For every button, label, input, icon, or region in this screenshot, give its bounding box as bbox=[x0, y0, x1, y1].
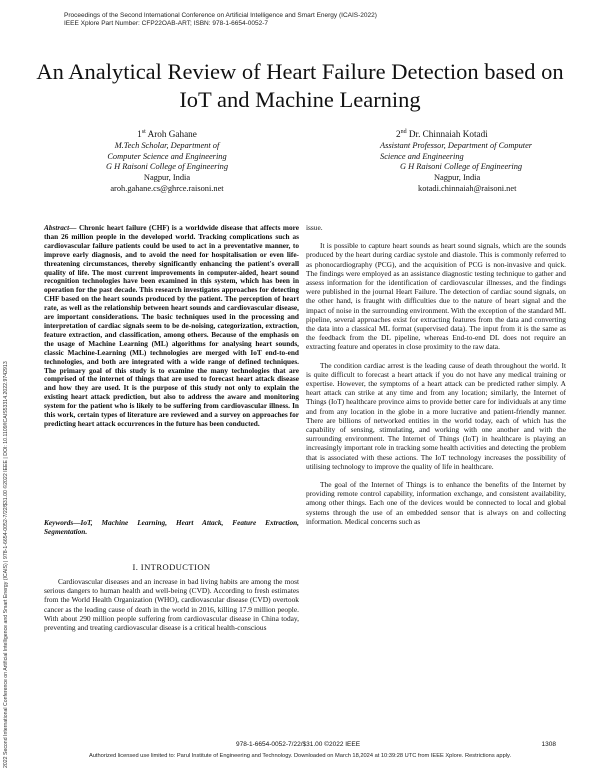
author-1-email: aroh.gahane.cs@ghrce.raisoni.net bbox=[110, 184, 224, 194]
author-1-organization: G H Raisoni College of Engineering bbox=[105, 162, 229, 172]
intro-paragraph-1: Cardiovascular diseases and an increase in bad living habits are among the most serious dangers to human health and well-being (CVD). According to fresh estimates from the World Health Organization (WHO), cardiovascular disease (CVD) overtook cancer as the leading cause of death in the world in 2016, killing 17.9 million people. With about 290 million people suffering from cardiovascular disease in China today, preventing and treating cardiovascular disease is a critical health-conscious bbox=[44, 577, 299, 633]
right-paragraph-1: It is possible to capture heart sounds as heart sound signals, which are the sounds produced by the heart during cardiac systole and diastole. This is commonly referred to as phonocardiography (PCG), and the acquisition of PCG is non-invasive and quick. The findings were employed as an assistance diagnostic testing technique to gather and assess information for the identification of cardiovascular illnesses, and the findings were published in the journal Heart Failure. The detection of cardiac sound signals, on the other hand, is fraught with difficulties due to the nature of heart signal and the impact of noise in the surrounding environment. With the exception of the standard ML pipeline, several approaches exist for extracting features from the data and converting the data into a classical ML format (supervised data). The input from it is the same as the feedback from the DL pipeline, whereas End-to-end DL does not require an extracting feature and operates in close proximity to the raw data. bbox=[306, 241, 566, 352]
author-1-department: Computer Science and Engineering bbox=[107, 151, 227, 161]
keywords bbox=[44, 519, 299, 537]
right-paragraph-2: The condition cardiac arrest is the leading cause of death throughout the world. It is quite difficult to forecast a heart attack if you do not have any medical training or expertise. However, the symptoms of a heart attack can be predicted rather simply. A heart attack can strike at any time and from any location; similarly, the Internet of Things (IoT) healthcare province aims to provide better care for individuals at any time and from any location in the globe in a more lucrative and patient-friendly manner. There are billions of networked entities in the world today, each of which has the capability of sensing, stimulating, and working with one another and with the surrounding environment. The Internet of Things (IoT) in healthcare is playing an increasingly important role in tracking some health activities and detecting the problem that is associated with these actions. The IoT technology increases the possibility of utilising technology to improve the quality of life in healthcare. bbox=[306, 360, 566, 471]
author-2-city: Nagpur, India bbox=[434, 173, 481, 183]
keywords-label: Keywords— bbox=[44, 518, 81, 527]
author-1-name: Aroh Gahane bbox=[147, 129, 197, 140]
author-2-organization: G H Raisoni College of Engineering bbox=[400, 162, 523, 172]
author-2-name: Dr. Chinnaiah Kotadi bbox=[408, 129, 488, 140]
section-heading-introduction: I. INTRODUCTION bbox=[132, 562, 211, 572]
paper-title: An Analytical Review of Heart Failure Detection based on IoT and Machine Learning bbox=[36, 59, 564, 112]
author-1-city: Nagpur, India bbox=[143, 173, 191, 183]
author-2-email: kotadi.chinnaiah@raisoni.net bbox=[418, 184, 517, 194]
abstract-label: Abstract— bbox=[44, 223, 77, 232]
right-column bbox=[306, 223, 566, 535]
introduction-left-column bbox=[44, 577, 299, 632]
author-1-name-line bbox=[42, 127, 292, 140]
keywords-text: IoT, Machine Learning, Heart Attack, Feature Extraction, Segmentation. bbox=[44, 518, 299, 536]
right-paragraph-3: The goal of the Internet of Things is to enhance the benefits of the Internet by providing remote control capability, information exchange, and consistent availability, among other things. Each one of the devices would be connected to local and global systems through the use of an embedded sensor that is always on and collecting information. Medical concerns such as bbox=[306, 480, 566, 526]
page-number: 1308 bbox=[541, 741, 556, 748]
conference-header-line-2: IEEE Xplore Part Number: CFP22OAB-ART; ISBN: 978-1-6654-0052-7 bbox=[64, 20, 269, 28]
author-2-name-line bbox=[300, 127, 580, 140]
author-2-department: Science and Engineering bbox=[380, 151, 464, 161]
license-notice: Authorized licensed use limited to: Parul Institute of Engineering and Technology. Downloaded on March 18,2024 at 10:39:28 UTC from IEEE Xplore. Restrictions apply. bbox=[88, 753, 512, 759]
author-2-ordinal-suffix: nd bbox=[400, 129, 407, 135]
author-2-ordinal: 2 bbox=[396, 129, 401, 140]
abstract-text: Chronic heart failure (CHF) is a worldwide disease that affects more than 26 million people in the developed world. Tracking complications such as cardiovascular failure patients could be used to act in a preventative manner, to improve early diagnosis, and to avoid the need for hospitalisation or even life-threatening circumstances, thereby significantly enhancing the patient's overall quality of life. The most current improvements in computer-aided, heart sound recognition technologies have been examined in this system, which has been in operation for the past decade. This research investigates approaches for detecting CHF based on the heart sounds produced by the patient. The perception of heart rate, as well as the relationship between heart sounds and cardiovascular disease, are important considerations. The basic techniques used in the processing and interpretation of cardiac signals seem to be de-noising, categorization, extraction, feature extraction, and classification, among others. Because of the emphasis on the usage of Machine Learning (ML) algorithms for analysing heart sounds, classic Machine-Learning (ML) technologies are merged with IoT end-to-end technologies, and both are integrated with a wide range of defined techniques. The primary goal of this study is to examine the many technologies that are comprised of the internet of things that are used to forecast heart attack disease and how they are used. It is the purpose of this study not only to explain the existing heart attack prediction, but also to address the aware and monitoring system for the patient who is likely to be suffering from cardiovascular illness. In this work, certain types of literature are reviewed and a survey on approaches for predicting heart attack occurrences in the future has been conducted. bbox=[44, 223, 299, 428]
author-2-block bbox=[300, 127, 580, 195]
conference-header-line-1: Proceedings of the Second International Conference on Artificial Intelligence and Smart Energy (ICAIS-2022) bbox=[64, 12, 377, 19]
author-1-role: M.Tech Scholar, Department of bbox=[114, 140, 220, 150]
author-1-ordinal-suffix: st bbox=[141, 129, 146, 135]
right-paragraph-0: issue. bbox=[306, 223, 323, 232]
author-1-block bbox=[42, 127, 292, 195]
side-doi-stamp: 2022 Second International Conference on Artificial Intelligence and Smart Energy (ICAIS) | 978-1-6654-0052-7/22/$31.00 ©2022 IEEE | DOI: 10.1109/ICAIS53314.2022.9742913 bbox=[3, 361, 9, 768]
footer-copyright-code: 978-1-6654-0052-7/22/$31.00 ©2022 IEEE bbox=[236, 741, 361, 748]
author-1-ordinal: 1 bbox=[137, 129, 142, 140]
author-2-role: Assistant Professor, Department of Computer bbox=[380, 140, 533, 150]
conference-header bbox=[64, 12, 524, 28]
abstract bbox=[44, 224, 299, 429]
